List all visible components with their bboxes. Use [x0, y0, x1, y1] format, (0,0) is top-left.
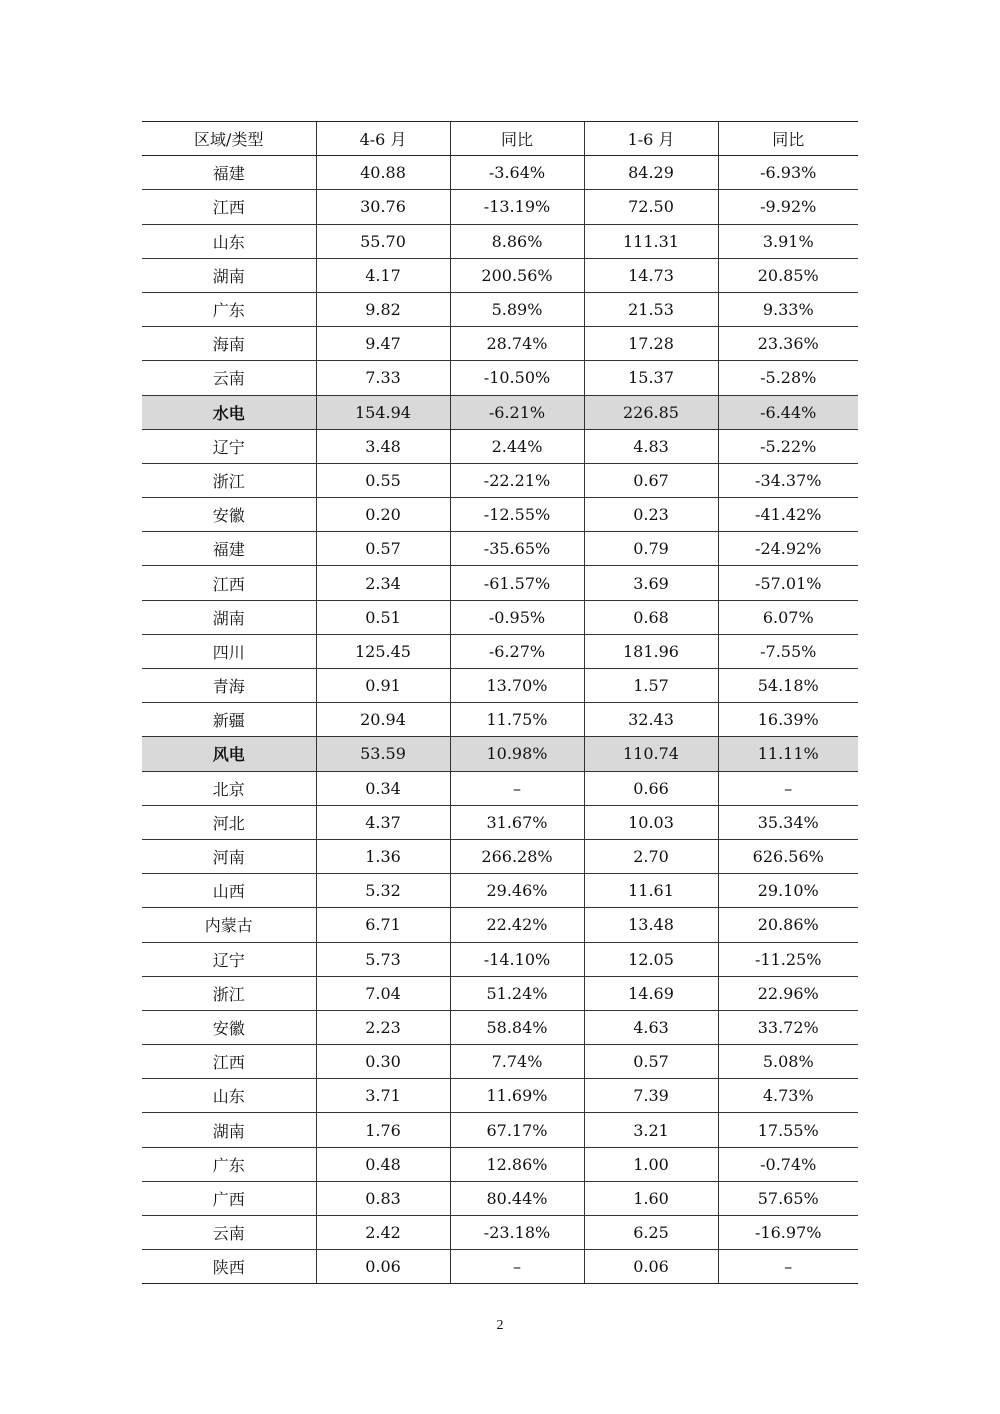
cell-region: 河南 — [142, 839, 316, 873]
cell-h1-yoy: 3.91% — [718, 224, 858, 258]
table-row — [142, 156, 858, 190]
cell-h1-yoy: 20.86% — [718, 908, 858, 942]
cell-h1: 1.00 — [584, 1147, 718, 1181]
cell-q2-yoy: -35.65% — [450, 532, 584, 566]
cell-q2-yoy: 11.69% — [450, 1079, 584, 1113]
cell-h1: 13.48 — [584, 908, 718, 942]
cell-q2: 5.73 — [316, 942, 450, 976]
cell-h1: 0.06 — [584, 1250, 718, 1284]
cell-q2-yoy: -23.18% — [450, 1216, 584, 1250]
header-region: 区域/类型 — [142, 122, 316, 156]
cell-q2-yoy: 31.67% — [450, 805, 584, 839]
cell-region: 山东 — [142, 1079, 316, 1113]
table-row — [142, 839, 858, 873]
cell-h1-yoy: -0.74% — [718, 1147, 858, 1181]
cell-h1-yoy: 23.36% — [718, 327, 858, 361]
cell-region: 辽宁 — [142, 942, 316, 976]
table-body — [142, 156, 858, 1284]
cell-region: 水电 — [142, 395, 316, 429]
cell-q2-yoy: 28.74% — [450, 327, 584, 361]
cell-q2-yoy: -3.64% — [450, 156, 584, 190]
table-row — [142, 1147, 858, 1181]
table-row — [142, 669, 858, 703]
cell-h1: 12.05 — [584, 942, 718, 976]
cell-q2-yoy: 22.42% — [450, 908, 584, 942]
header-q2: 4-6 月 — [316, 122, 450, 156]
cell-h1-yoy: 35.34% — [718, 805, 858, 839]
cell-region: 江西 — [142, 566, 316, 600]
table-row — [142, 1216, 858, 1250]
cell-region: 海南 — [142, 327, 316, 361]
cell-h1-yoy: 17.55% — [718, 1113, 858, 1147]
cell-h1-yoy: -24.92% — [718, 532, 858, 566]
cell-region: 河北 — [142, 805, 316, 839]
cell-region: 浙江 — [142, 463, 316, 497]
cell-h1-yoy: -11.25% — [718, 942, 858, 976]
cell-h1: 0.66 — [584, 771, 718, 805]
cell-q2: 20.94 — [316, 703, 450, 737]
cell-h1-yoy: 9.33% — [718, 292, 858, 326]
cell-h1: 0.67 — [584, 463, 718, 497]
cell-h1: 11.61 — [584, 874, 718, 908]
cell-h1-yoy: 20.85% — [718, 258, 858, 292]
cell-region: 广东 — [142, 292, 316, 326]
cell-q2-yoy: 8.86% — [450, 224, 584, 258]
cell-region: 山西 — [142, 874, 316, 908]
cell-region: 安徽 — [142, 1010, 316, 1044]
cell-h1-yoy: -5.22% — [718, 429, 858, 463]
cell-q2-yoy: -61.57% — [450, 566, 584, 600]
cell-q2: 5.32 — [316, 874, 450, 908]
cell-h1: 10.03 — [584, 805, 718, 839]
cell-region: 湖南 — [142, 600, 316, 634]
category-row — [142, 395, 858, 429]
cell-h1: 0.79 — [584, 532, 718, 566]
cell-q2: 125.45 — [316, 634, 450, 668]
cell-q2: 53.59 — [316, 737, 450, 771]
table-row — [142, 1079, 858, 1113]
cell-region: 陕西 — [142, 1250, 316, 1284]
cell-h1: 3.69 — [584, 566, 718, 600]
cell-h1: 111.31 — [584, 224, 718, 258]
cell-q2-yoy: 12.86% — [450, 1147, 584, 1181]
table-row — [142, 1181, 858, 1215]
cell-q2-yoy: – — [450, 1250, 584, 1284]
cell-q2-yoy: -12.55% — [450, 498, 584, 532]
table-row — [142, 498, 858, 532]
cell-q2: 0.91 — [316, 669, 450, 703]
table-row — [142, 327, 858, 361]
cell-q2: 1.36 — [316, 839, 450, 873]
cell-q2-yoy: 10.98% — [450, 737, 584, 771]
cell-h1-yoy: 22.96% — [718, 976, 858, 1010]
cell-q2: 0.83 — [316, 1181, 450, 1215]
header-row — [142, 122, 858, 156]
cell-h1: 110.74 — [584, 737, 718, 771]
cell-h1: 21.53 — [584, 292, 718, 326]
cell-q2-yoy: -14.10% — [450, 942, 584, 976]
cell-h1: 4.63 — [584, 1010, 718, 1044]
cell-region: 江西 — [142, 190, 316, 224]
cell-q2: 2.42 — [316, 1216, 450, 1250]
cell-q2: 0.34 — [316, 771, 450, 805]
cell-h1: 0.57 — [584, 1045, 718, 1079]
cell-region: 山东 — [142, 224, 316, 258]
cell-q2-yoy: -13.19% — [450, 190, 584, 224]
table-row — [142, 190, 858, 224]
cell-region: 云南 — [142, 361, 316, 395]
cell-q2-yoy: 5.89% — [450, 292, 584, 326]
cell-h1: 0.23 — [584, 498, 718, 532]
cell-q2: 1.76 — [316, 1113, 450, 1147]
table-row — [142, 874, 858, 908]
cell-h1: 6.25 — [584, 1216, 718, 1250]
cell-h1: 84.29 — [584, 156, 718, 190]
cell-h1-yoy: -34.37% — [718, 463, 858, 497]
cell-q2-yoy: 2.44% — [450, 429, 584, 463]
cell-h1: 14.73 — [584, 258, 718, 292]
cell-region: 浙江 — [142, 976, 316, 1010]
cell-region: 风电 — [142, 737, 316, 771]
cell-region: 四川 — [142, 634, 316, 668]
cell-q2: 4.17 — [316, 258, 450, 292]
cell-h1-yoy: -16.97% — [718, 1216, 858, 1250]
cell-region: 北京 — [142, 771, 316, 805]
cell-h1-yoy: – — [718, 771, 858, 805]
header-q2-yoy: 同比 — [450, 122, 584, 156]
cell-h1-yoy: 5.08% — [718, 1045, 858, 1079]
cell-q2-yoy: 29.46% — [450, 874, 584, 908]
cell-q2: 7.33 — [316, 361, 450, 395]
cell-q2-yoy: 13.70% — [450, 669, 584, 703]
table-row — [142, 1010, 858, 1044]
table-row — [142, 1250, 858, 1284]
cell-region: 广西 — [142, 1181, 316, 1215]
cell-h1: 2.70 — [584, 839, 718, 873]
cell-h1-yoy: -9.92% — [718, 190, 858, 224]
cell-q2: 0.48 — [316, 1147, 450, 1181]
table-row — [142, 361, 858, 395]
cell-region: 内蒙古 — [142, 908, 316, 942]
cell-q2-yoy: -22.21% — [450, 463, 584, 497]
cell-q2-yoy: -6.27% — [450, 634, 584, 668]
cell-q2-yoy: 7.74% — [450, 1045, 584, 1079]
cell-q2-yoy: -0.95% — [450, 600, 584, 634]
cell-h1-yoy: -6.44% — [718, 395, 858, 429]
cell-h1-yoy: 6.07% — [718, 600, 858, 634]
table-row — [142, 224, 858, 258]
table-row — [142, 634, 858, 668]
table-row — [142, 805, 858, 839]
cell-h1-yoy: -7.55% — [718, 634, 858, 668]
cell-h1: 4.83 — [584, 429, 718, 463]
cell-h1-yoy: -41.42% — [718, 498, 858, 532]
cell-h1-yoy: 4.73% — [718, 1079, 858, 1113]
cell-h1: 1.57 — [584, 669, 718, 703]
cell-h1: 7.39 — [584, 1079, 718, 1113]
table-row — [142, 703, 858, 737]
table-row — [142, 463, 858, 497]
category-row — [142, 737, 858, 771]
cell-h1-yoy: -5.28% — [718, 361, 858, 395]
cell-q2-yoy: – — [450, 771, 584, 805]
table-header — [142, 122, 858, 156]
cell-q2-yoy: -10.50% — [450, 361, 584, 395]
cell-h1: 14.69 — [584, 976, 718, 1010]
cell-h1: 1.60 — [584, 1181, 718, 1215]
cell-h1-yoy: 29.10% — [718, 874, 858, 908]
cell-q2: 6.71 — [316, 908, 450, 942]
table-row — [142, 771, 858, 805]
cell-h1: 32.43 — [584, 703, 718, 737]
cell-q2: 7.04 — [316, 976, 450, 1010]
cell-q2: 3.71 — [316, 1079, 450, 1113]
cell-h1-yoy: -57.01% — [718, 566, 858, 600]
cell-q2-yoy: 80.44% — [450, 1181, 584, 1215]
table-row — [142, 258, 858, 292]
cell-region: 福建 — [142, 532, 316, 566]
cell-q2-yoy: 11.75% — [450, 703, 584, 737]
cell-q2: 0.20 — [316, 498, 450, 532]
cell-q2: 40.88 — [316, 156, 450, 190]
table-row — [142, 908, 858, 942]
cell-q2: 154.94 — [316, 395, 450, 429]
cell-q2-yoy: 266.28% — [450, 839, 584, 873]
cell-region: 新疆 — [142, 703, 316, 737]
cell-region: 安徽 — [142, 498, 316, 532]
table-row — [142, 566, 858, 600]
cell-h1: 15.37 — [584, 361, 718, 395]
header-h1: 1-6 月 — [584, 122, 718, 156]
table-row — [142, 1113, 858, 1147]
table-row — [142, 942, 858, 976]
cell-region: 广东 — [142, 1147, 316, 1181]
cell-region: 辽宁 — [142, 429, 316, 463]
cell-h1-yoy: – — [718, 1250, 858, 1284]
table-row — [142, 292, 858, 326]
cell-h1-yoy: -6.93% — [718, 156, 858, 190]
cell-region: 福建 — [142, 156, 316, 190]
cell-h1-yoy: 54.18% — [718, 669, 858, 703]
cell-region: 云南 — [142, 1216, 316, 1250]
cell-h1-yoy: 33.72% — [718, 1010, 858, 1044]
cell-q2: 9.82 — [316, 292, 450, 326]
table-row — [142, 1045, 858, 1079]
cell-q2: 0.06 — [316, 1250, 450, 1284]
cell-region: 江西 — [142, 1045, 316, 1079]
header-h1-yoy: 同比 — [718, 122, 858, 156]
data-table — [142, 121, 858, 1284]
cell-q2: 9.47 — [316, 327, 450, 361]
cell-h1: 226.85 — [584, 395, 718, 429]
cell-h1-yoy: 57.65% — [718, 1181, 858, 1215]
cell-h1-yoy: 626.56% — [718, 839, 858, 873]
cell-h1: 72.50 — [584, 190, 718, 224]
cell-region: 湖南 — [142, 1113, 316, 1147]
cell-h1-yoy: 11.11% — [718, 737, 858, 771]
cell-q2: 2.23 — [316, 1010, 450, 1044]
table-row — [142, 429, 858, 463]
cell-q2: 3.48 — [316, 429, 450, 463]
cell-q2: 30.76 — [316, 190, 450, 224]
cell-h1-yoy: 16.39% — [718, 703, 858, 737]
page-number: 2 — [496, 1318, 504, 1333]
cell-h1: 181.96 — [584, 634, 718, 668]
cell-q2-yoy: 67.17% — [450, 1113, 584, 1147]
cell-h1: 17.28 — [584, 327, 718, 361]
cell-h1: 0.68 — [584, 600, 718, 634]
cell-q2-yoy: 51.24% — [450, 976, 584, 1010]
cell-q2: 0.57 — [316, 532, 450, 566]
cell-q2: 0.55 — [316, 463, 450, 497]
cell-q2: 55.70 — [316, 224, 450, 258]
cell-q2-yoy: -6.21% — [450, 395, 584, 429]
table-row — [142, 976, 858, 1010]
cell-q2: 4.37 — [316, 805, 450, 839]
cell-q2: 0.30 — [316, 1045, 450, 1079]
cell-q2: 0.51 — [316, 600, 450, 634]
cell-region: 湖南 — [142, 258, 316, 292]
cell-q2-yoy: 58.84% — [450, 1010, 584, 1044]
table-row — [142, 532, 858, 566]
cell-q2: 2.34 — [316, 566, 450, 600]
table-row — [142, 600, 858, 634]
cell-region: 青海 — [142, 669, 316, 703]
cell-q2-yoy: 200.56% — [450, 258, 584, 292]
cell-h1: 3.21 — [584, 1113, 718, 1147]
